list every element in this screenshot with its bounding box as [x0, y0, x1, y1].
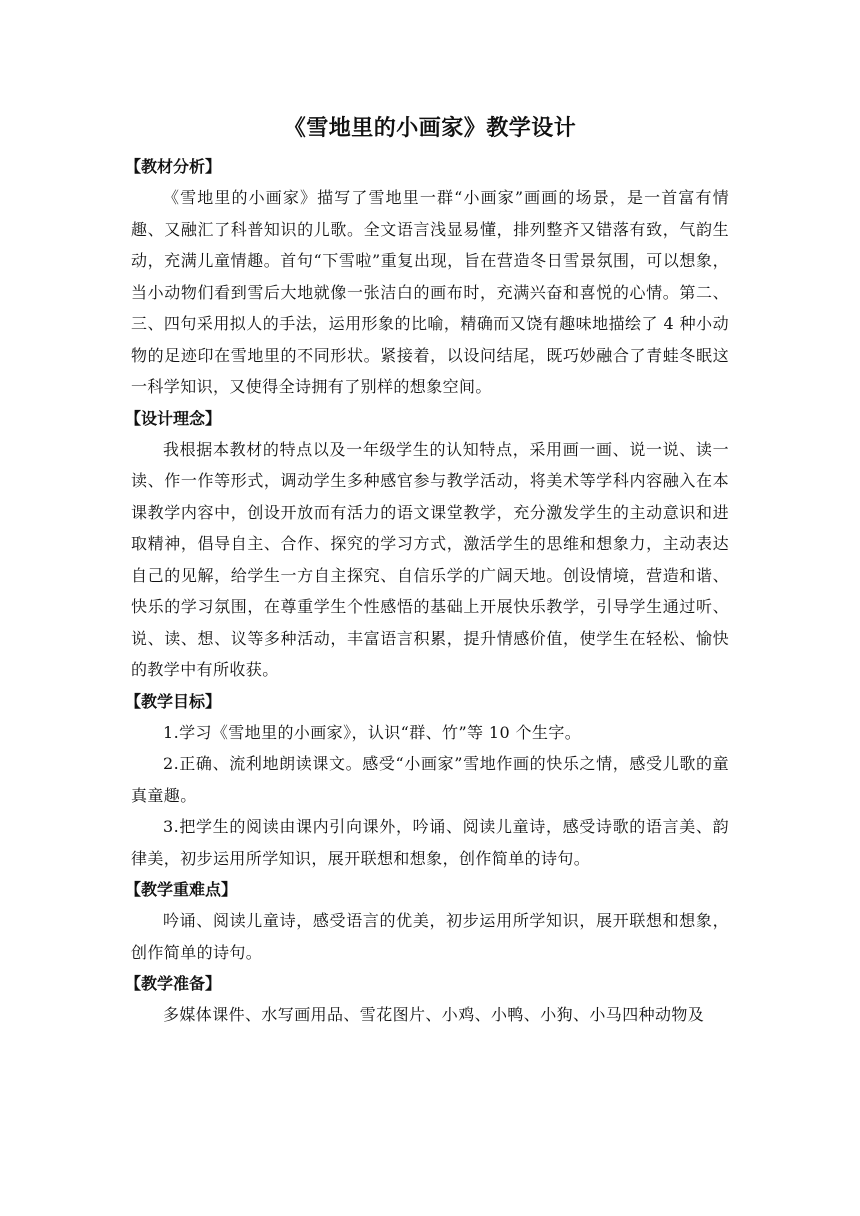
- document-title: 《雪地里的小画家》教学设计: [283, 116, 577, 141]
- section-heading-analysis: 【教材分析】: [125, 157, 222, 176]
- section-heading-preparation: 【教学准备】: [125, 974, 222, 993]
- section-analysis: [125, 152, 729, 403]
- key-points-paragraph: 吟诵、阅读儿童诗，感受语言的优美，初步运用所学知识，展开联想和想象，创作简单的诗句。: [131, 911, 729, 962]
- analysis-paragraph: 《雪地里的小画家》描写了雪地里一群“小画家”画画的场景，是一首富有情趣、又融汇了科普知识的儿歌。全文语言浅显易懂，排列整齐又错落有致，气韵生动，充满儿童情趣。首句“下雪啦”重复出现，旨在营造冬日雪景氛围，可以想象，当小动物们看到雪后大地就像一张洁白的画布时，充满兴奋和喜悦的心情。第二、三、四句采用拟人的手法，运用形象的比喻，精确而又饶有趣味地描绘了 4 种小动物的足迹印在雪地里的不同形状。紧接着，以设问结尾，既巧妙融合了青蛙冬眠这一科学知识，又使得全诗拥有了别样的想象空间。: [131, 188, 729, 396]
- concept-paragraph: 我根据本教材的特点以及一年级学生的认知特点，采用画一画、说一说、读一读、作一作等形式，调动学生多种感官参与教学活动，将美术等学科内容融入在本课教学内容中，创设开放而有活力的语文课堂教学，充分激发学生的主动意识和进取精神，倡导自主、合作、探究的学习方式，激活学生的思维和想象力，主动表达自己的见解，给学生一方自主探究、自信乐学的广阔天地。创设情境，营造和谐、快乐的学习氛围，在尊重学生个性感悟的基础上开展快乐教学，引导学生通过听、说、读、想、议等多种活动，丰富语言积累，提升情感价值，使学生在轻松、愉快的教学中有所收获。: [131, 439, 729, 679]
- section-heading-key-points: 【教学重难点】: [125, 880, 238, 899]
- section-preparation: [125, 969, 729, 1031]
- goal-item-3: 3.把学生的阅读由课内引向课外，吟诵、阅读儿童诗，感受诗歌的语言美、韵律美，初步运用所学知识，展开联想和想象，创作简单的诗句。: [131, 817, 729, 868]
- section-goals: [125, 687, 729, 875]
- preparation-paragraph: 多媒体课件、水写画用品、雪花图片、小鸡、小鸭、小狗、小马四种动物及: [163, 1005, 705, 1024]
- section-key-points: [125, 875, 729, 968]
- section-heading-goals: 【教学目标】: [125, 691, 222, 711]
- section-concept: [125, 404, 729, 686]
- section-heading-concept: 【设计理念】: [125, 408, 222, 428]
- goal-item-1: 1.学习《雪地里的小画家》，认识“群、竹”等 10 个生字。: [163, 722, 582, 742]
- document-page: [125, 112, 729, 1032]
- goal-item-2: 2.正确、流利地朗读课文。感受“小画家”雪地作画的快乐之情，感受儿歌的童真童趣。: [131, 754, 729, 805]
